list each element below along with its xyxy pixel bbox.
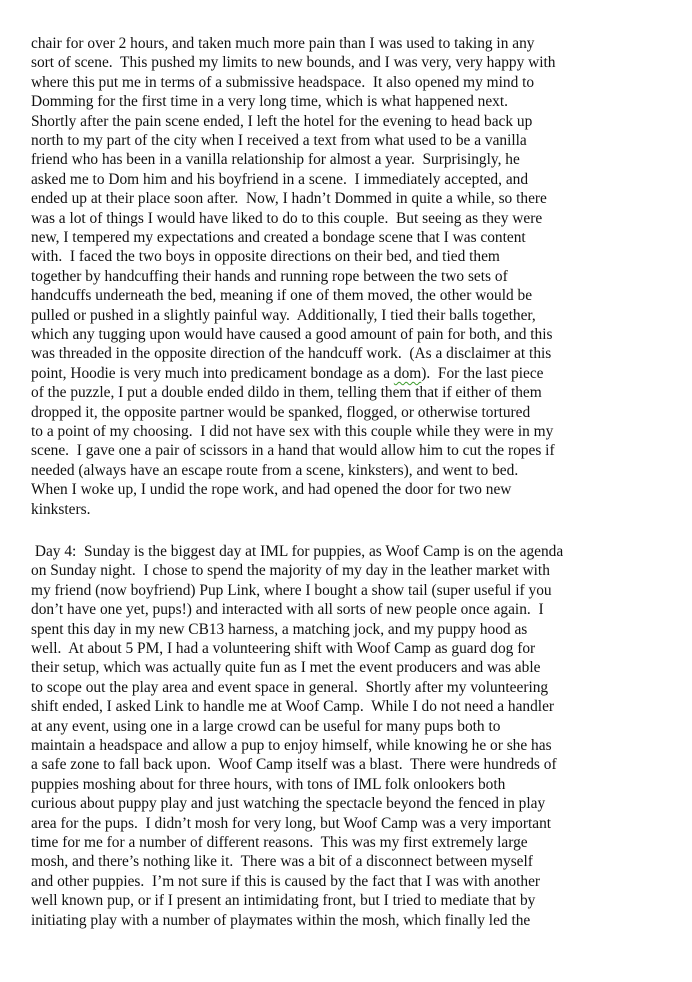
text-line: friend who has been in a vanilla relationship for almost a year. Surprisingly, he [31,151,520,169]
text-line: point, Hoodie is very much into predicament bondage as a dom). For the last piece [31,364,544,382]
text-line: spent this day in my new CB13 harness, a matching jock, and my puppy hood as [31,620,528,638]
text-line: at any event, using one in a large crowd can be useful for many pups both to [31,717,501,735]
text-line: kinksters. [31,500,91,518]
text-line: time for me for a number of different reasons. This was my first extremely large [31,834,528,851]
text-line: curious about puppy play and just watching the spectacle beyond the fenced in play [31,795,546,813]
text-line: handcuffs underneath the bed, meaning if one of them moved, the other would be [31,287,533,305]
text-line: Domming for the first time in a very long time, which is what happened next. [31,93,509,111]
text-line: dropped it, the opposite partner would be spanked, flogged, or otherwise tortured [31,403,531,421]
text-line: their setup, which was actually quite fun as I met the event producers and was able [31,659,541,677]
text-line: north to my part of the city when I received a text from what used to be a vanilla [31,132,527,149]
text-line: puppies moshing about for three hours, with tons of IML folk onlookers both [31,775,506,793]
text-line: sort of scene. This pushed my limits to new bounds, and I was very, very happy with [31,54,556,72]
text-line: of the puzzle, I put a double ended dildo in them, telling them that if either of them [31,384,542,402]
text-line: with. I faced the two boys in opposite directions on their bed, and tied them [31,248,500,266]
spellcheck-flagged-word[interactable]: dom [393,364,422,382]
text-line: initiating play with a number of playmates within the mosh, which finally led the [31,911,531,929]
text-line: needed (always have an escape route from a scene, kinksters), and went to bed. [31,461,519,479]
text-line: don’t have one yet, pups!) and interacted with all sorts of new people once again. I [31,601,544,619]
text-line: to a point of my choosing. I did not have sex with this couple while they were in my [31,423,554,440]
text-line: on Sunday night. I chose to spend the majority of my day in the leather market with [31,562,550,580]
text-line: and other puppies. I’m not sure if this is caused by the fact that I was with another [31,872,541,890]
text-line: pulled or pushed in a slightly painful way. Additionally, I tied their balls together, [31,306,536,324]
text-line: area for the pups. I didn’t mosh for very long, but Woof Camp was a very important [31,814,552,832]
text-line: scene. I gave one a pair of scissors in a hand that would allow him to cut the ropes if [31,442,555,460]
text-line: which any tugging upon would have caused a good amount of pain for both, and this [31,326,553,343]
text-line: shift ended, I asked Link to handle me at Woof Camp. While I do not need a handler [31,698,555,716]
text-line: asked me to Dom him and his boyfriend in a scene. I immediately accepted, and [31,170,529,188]
text-line: Day 4: Sunday is the biggest day at IML for puppies, as Woof Camp is on the agenda [31,543,564,560]
text-line: ended up at their place soon after. Now, I hadn’t Dommed in quite a while, so there [31,190,547,208]
text-line: well known pup, or if I present an intimidating front, but I tried to mediate that by [31,892,536,910]
text-line: was a lot of things I would have liked to do to this couple. But seeing as they were [31,209,543,227]
text-line: where this put me in terms of a submissive headspace. It also opened my mind to [31,73,535,91]
text-line: my friend (now boyfriend) Pup Link, where I bought a show tail (super useful if you [31,581,552,599]
text-line: When I woke up, I undid the rope work, and had opened the door for two new [31,481,512,499]
text-line: chair for over 2 hours, and taken much more pain than I was used to taking in any [31,35,535,52]
text-line: a safe zone to fall back upon. Woof Camp itself was a blast. There were hundreds of [31,756,557,774]
text-line: to scope out the play area and event space in general. Shortly after my volunteering [31,678,549,696]
text-line: together by handcuffing their hands and running rope between the two sets of [31,267,508,285]
text-line: new, I tempered my expectations and created a bondage scene that I was content [31,229,526,246]
text-line: mosh, and there’s nothing like it. There was a bit of a disconnect between myself [31,853,533,871]
text-line: was threaded in the opposite direction of the handcuff work. (As a disclaimer at this [31,345,552,363]
text-line: Shortly after the pain scene ended, I left the hotel for the evening to head back up [31,112,533,130]
text-line: maintain a headspace and allow a pup to enjoy himself, while knowing he or she has [31,737,552,754]
text-line: well. At about 5 PM, I had a volunteering shift with Woof Camp as guard dog for [31,640,536,657]
